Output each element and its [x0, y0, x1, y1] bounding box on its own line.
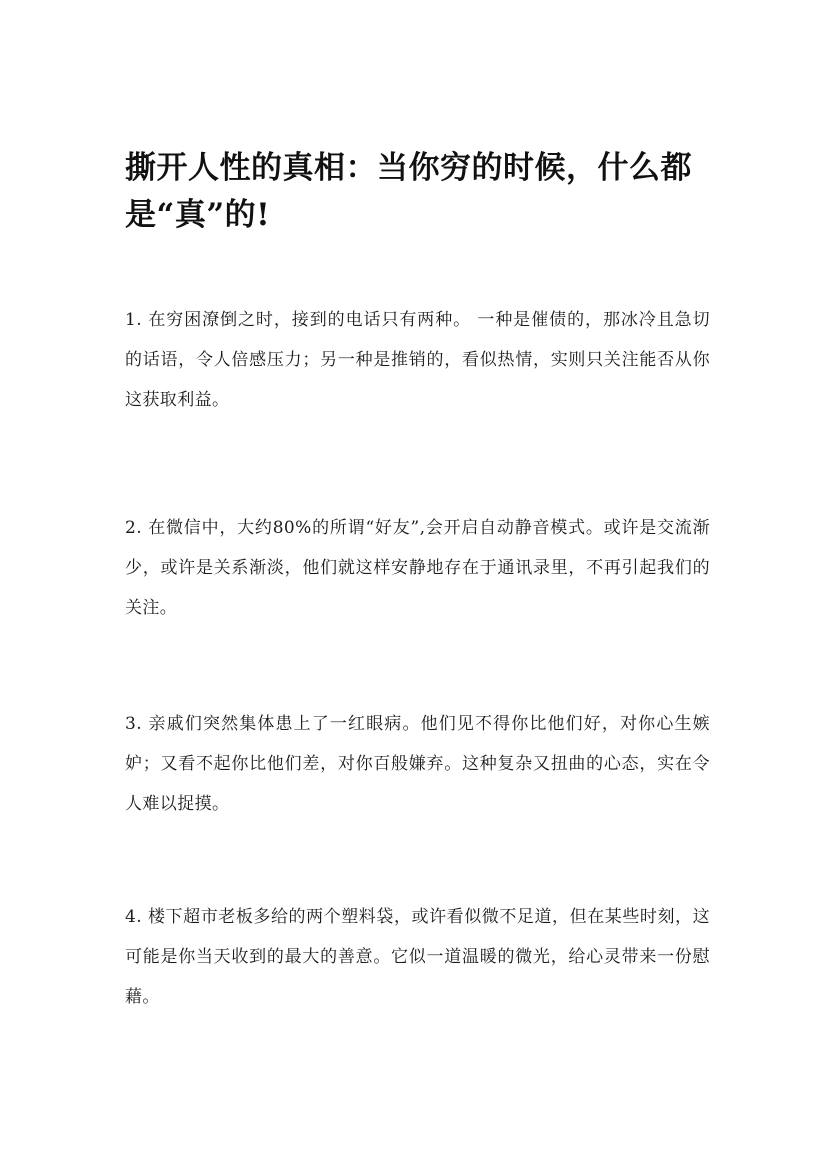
paragraph-1: 1. 在穷困潦倒之时，接到的电话只有两种。 一种是催债的，那冰冷且急切的话语，令人倍感压力；另一种是推销的，看似热情，实则只关注能否从你这获取利益。 [125, 310, 710, 410]
paragraph-3: 3. 亲戚们突然集体患上了一红眼病。他们见不得你比他们好，对你心生嫉妒；又看不起你比他们差，对你百般嫌弃。这种复杂又扭曲的心态，实在令人难以捉摸。 [125, 714, 710, 814]
paragraph-2: 2. 在微信中，大约80%的所谓“好友”,会开启自动静音模式。或许是交流渐少，或许是关系渐淡，他们就这样安静地存在于通讯录里，不再引起我们的关注。 [125, 518, 710, 618]
paragraph-4: 4. 楼下超市老板多给的两个塑料袋，或许看似微不足道，但在某些时刻，这可能是你当天收到的最大的善意。它似一道温暖的微光，给心灵带来一份慰藉。 [125, 907, 710, 1007]
document-title: 撕开人性的真相：当你穷的时候，什么都是“真”的! [125, 150, 692, 233]
